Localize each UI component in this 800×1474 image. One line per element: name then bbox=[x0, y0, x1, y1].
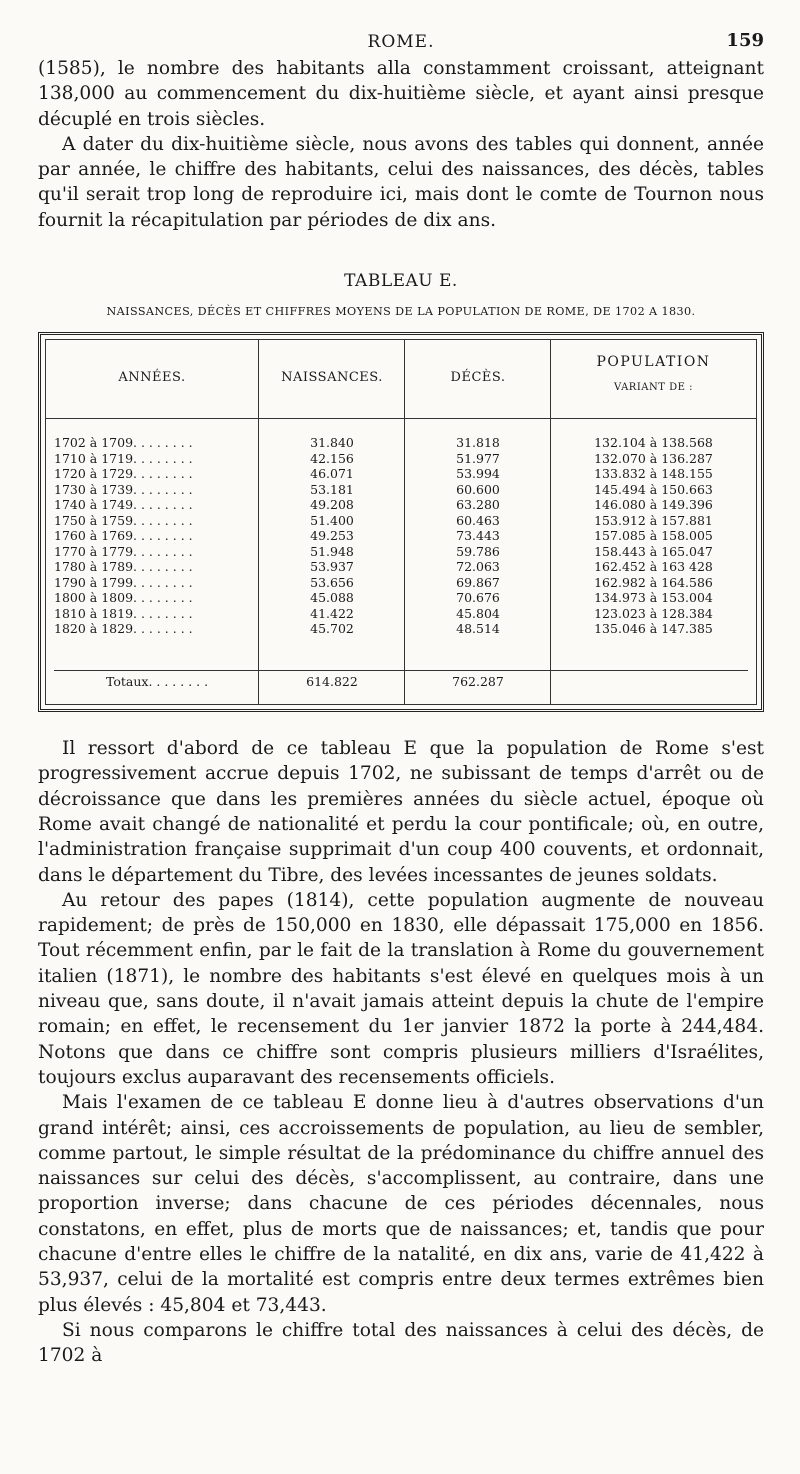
population-table bbox=[38, 332, 764, 712]
cell-years: 1770 à 1779. . . . . . . . bbox=[54, 543, 193, 559]
column-births bbox=[258, 340, 405, 704]
header-population bbox=[551, 340, 756, 419]
table-title: TABLEAU E. bbox=[344, 271, 458, 292]
cell-years: 1730 à 1739. . . . . . . . bbox=[54, 481, 193, 497]
cell-births: 45.702 bbox=[310, 621, 354, 637]
totals-label: Totaux. . . . . . . . bbox=[106, 674, 209, 690]
cell-deaths: 51.977 bbox=[456, 450, 500, 466]
column-deaths bbox=[404, 340, 551, 704]
cell-births: 51.948 bbox=[310, 543, 354, 559]
cell-births: 51.400 bbox=[310, 512, 354, 528]
cell-births: 53.656 bbox=[310, 574, 354, 590]
cell-population: 132.070 à 136.287 bbox=[594, 450, 713, 466]
paragraph-body-3: Mais l'examen de ce tableau E donne lieu à d'autres observations d'un grand intérêt; ainsi, ces accroissements de population, au lieu de sembler, comme partout, le simple résultat de la prédominance du chiffre annuel des naissances sur celui des décès, s'accomplissent, au contraire, dans une proportion inverse; dans chacune de ces périodes décennales, nous constatons, en effet, plus de morts que de naissances; et, tandis que pour chacune d'entre elles le chiffre de la natalité, en dix ans, varie de 41,422 à 53,937, celui de la mortalité est compris entre deux termes extrêmes bien plus élevés : 45,804 et 73,443. bbox=[38, 1092, 764, 1316]
cell-deaths: 69.867 bbox=[456, 574, 500, 590]
cell-population: 145.494 à 150.663 bbox=[594, 481, 713, 497]
cell-years: 1710 à 1719. . . . . . . . bbox=[54, 450, 193, 466]
paragraph-intro-1: (1585), le nombre des habitants alla constamment croissant, atteignant 138,000 au commencement du dix-huitième siècle, et ayant ainsi presque décuplé en trois siècles. bbox=[38, 58, 764, 130]
cell-deaths: 60.600 bbox=[456, 481, 500, 497]
cell-births: 53.937 bbox=[310, 559, 354, 575]
cell-deaths: 70.676 bbox=[456, 590, 500, 606]
cell-years: 1750 à 1759. . . . . . . . bbox=[54, 512, 193, 528]
cell-births: 46.071 bbox=[310, 466, 354, 482]
cell-deaths: 31.818 bbox=[456, 435, 500, 451]
cell-population: 153.912 à 157.881 bbox=[594, 512, 713, 528]
cell-years: 1820 à 1829. . . . . . . . bbox=[54, 621, 193, 637]
cell-years: 1810 à 1819. . . . . . . . bbox=[54, 605, 193, 621]
column-population bbox=[550, 340, 756, 704]
cell-deaths: 45.804 bbox=[456, 605, 500, 621]
table-frame bbox=[45, 339, 757, 705]
header-years bbox=[46, 340, 258, 419]
cell-deaths: 59.786 bbox=[456, 543, 500, 559]
paragraph-body-2: Au retour des papes (1814), cette population augmente de nouveau rapidement; de près de 150,000 en 1830, elle dépassait 175,000 en 1856. Tout récemment enfin, par le fait de la translation à Rome du gouvernement italien (1871), le nombre des habitants s'est élevé en quelques mois à un niveau que, sans doute, il n'avait jamais atteint depuis la chute de l'empire romain; en effet, le recensement du 1er janvier 1872 la porte à 244,484. Notons que dans ce chiffre sont compris plusieurs milliers d'Israélites, toujours exclus auparavant des recensements officiels. bbox=[38, 889, 764, 1088]
population-cells bbox=[551, 419, 756, 637]
cell-deaths: 53.994 bbox=[456, 466, 500, 482]
cell-population: 123.023 à 128.384 bbox=[594, 605, 713, 621]
cell-population: 133.832 à 148.155 bbox=[594, 466, 713, 482]
cell-population: 135.046 à 147.385 bbox=[594, 621, 713, 637]
total-births: 614.822 bbox=[306, 674, 358, 690]
document-page bbox=[38, 30, 764, 1369]
births-cells bbox=[259, 419, 405, 637]
cell-population: 158.443 à 165.047 bbox=[594, 543, 713, 559]
cell-population: 157.085 à 158.005 bbox=[594, 528, 713, 544]
paragraph-intro-2: A dater du dix-huitième siècle, nous avons des tables qui donnent, année par année, le chiffre des habitants, celui des naissances, des décès, tables qu'il serait trop long de reproduire ici, mais dont le comte de Tournon nous fournit la récapitulation par périodes de dix ans. bbox=[38, 133, 764, 231]
running-title: ROME. bbox=[367, 32, 435, 52]
running-header bbox=[38, 30, 764, 56]
cell-deaths: 72.063 bbox=[456, 559, 500, 575]
cell-births: 31.840 bbox=[310, 435, 354, 451]
spacer bbox=[38, 712, 764, 736]
header-population-label: POPULATION bbox=[596, 354, 711, 371]
header-births-label: NAISSANCES. bbox=[281, 370, 383, 386]
cell-births: 49.253 bbox=[310, 528, 354, 544]
cell-population: 162.452 à 163 428 bbox=[594, 559, 713, 575]
cell-births: 53.181 bbox=[310, 481, 354, 497]
paragraph-body-1: Il ressort d'abord de ce tableau E que la population de Rome s'est progressivement accrue depuis 1702, ne subissant de temps d'arrêt ou de décroissance que dans les premières années du siècle actuel, époque où Rome avait changé de nationalité et perdu la cour pontificale; où, en outre, l'administration française supprimait d'un coup 400 couvents, et ordonnait, dans le département du Tibre, des levées incessantes de jeunes soldats. bbox=[38, 738, 764, 886]
cell-births: 41.422 bbox=[310, 605, 354, 621]
total-deaths: 762.287 bbox=[452, 674, 504, 690]
cell-years: 1780 à 1789. . . . . . . . bbox=[54, 559, 193, 575]
cell-deaths: 63.280 bbox=[456, 497, 500, 513]
cell-years: 1720 à 1729. . . . . . . . bbox=[54, 466, 193, 482]
cell-years: 1800 à 1809. . . . . . . . bbox=[54, 590, 193, 606]
cell-births: 45.088 bbox=[310, 590, 354, 606]
header-deaths bbox=[405, 340, 551, 419]
cell-population: 134.973 à 153.004 bbox=[594, 590, 713, 606]
years-cells bbox=[46, 419, 258, 637]
header-deaths-label: DÉCÈS. bbox=[450, 370, 506, 386]
cell-years: 1760 à 1769. . . . . . . . bbox=[54, 528, 193, 544]
column-years bbox=[46, 340, 258, 704]
cell-births: 42.156 bbox=[310, 450, 354, 466]
paragraph-body-4: Si nous comparons le chiffre total des naissances à celui des décès, de 1702 à bbox=[38, 1319, 764, 1367]
cell-population: 132.104 à 138.568 bbox=[594, 435, 713, 451]
table-caption: NAISSANCES, DÉCÈS ET CHIFFRES MOYENS DE LA POPULATION DE ROME, DE 1702 A 1830. bbox=[106, 305, 696, 319]
cell-births: 49.208 bbox=[310, 497, 354, 513]
header-births bbox=[259, 340, 405, 419]
cell-years: 1702 à 1709. . . . . . . . bbox=[54, 435, 193, 451]
header-years-label: ANNÉES. bbox=[118, 370, 186, 386]
header-population-sublabel: VARIANT DE : bbox=[614, 382, 693, 394]
page-number: 159 bbox=[726, 30, 764, 51]
cell-population: 162.982 à 164.586 bbox=[594, 574, 713, 590]
cell-population: 146.080 à 149.396 bbox=[594, 497, 713, 513]
cell-years: 1740 à 1749. . . . . . . . bbox=[54, 497, 193, 513]
cell-years: 1790 à 1799. . . . . . . . bbox=[54, 574, 193, 590]
deaths-cells bbox=[405, 419, 551, 637]
cell-deaths: 48.514 bbox=[456, 621, 500, 637]
cell-deaths: 73.443 bbox=[456, 528, 500, 544]
cell-deaths: 60.463 bbox=[456, 512, 500, 528]
